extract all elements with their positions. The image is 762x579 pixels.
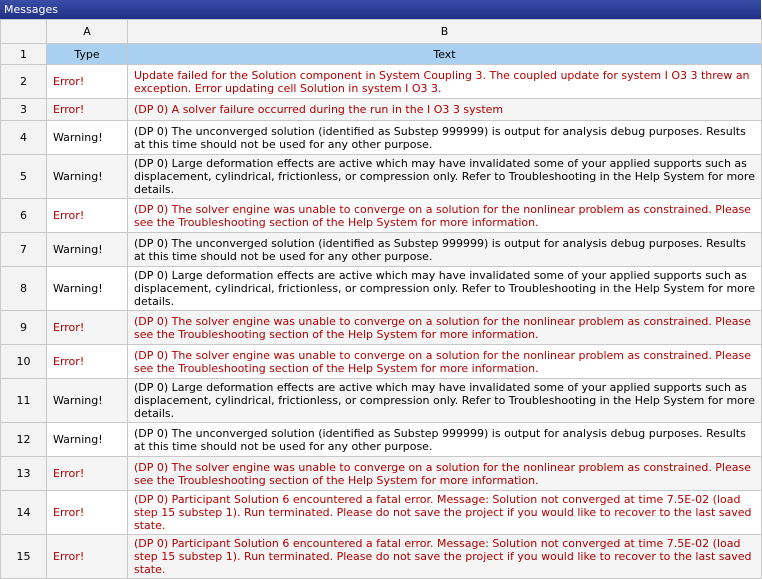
message-row[interactable] (1, 121, 762, 155)
message-text: (DP 0) The unconverged solution (identified as Substep 999999) is output for analysis debug purposes. Results at this time should not be used for any other purpose. (128, 423, 762, 457)
corner-cell[interactable] (1, 20, 47, 44)
message-type: Error! (47, 491, 128, 535)
message-row[interactable] (1, 423, 762, 457)
panel-title: Messages (0, 0, 761, 19)
message-row[interactable] (1, 65, 762, 99)
message-row[interactable] (1, 311, 762, 345)
message-text: (DP 0) Participant Solution 6 encountered a fatal error. Message: Solution not converged at time 7.5E-02 (load step 15 substep 1). Run terminated. Please do not save the project if you would like to recover to the last saved state. (128, 535, 762, 579)
message-text: (DP 0) The unconverged solution (identified as Substep 999999) is output for analysis debug purposes. Results at this time should not be used for any other purpose. (128, 121, 762, 155)
message-type: Error! (47, 535, 128, 579)
message-row[interactable] (1, 233, 762, 267)
message-type: Error! (47, 457, 128, 491)
message-text: (DP 0) The unconverged solution (identified as Substep 999999) is output for analysis debug purposes. Results at this time should not be used for any other purpose. (128, 233, 762, 267)
message-row[interactable] (1, 99, 762, 121)
row-number[interactable]: 12 (1, 423, 47, 457)
row-number[interactable]: 5 (1, 155, 47, 199)
message-text: (DP 0) The solver engine was unable to converge on a solution for the nonlinear problem as constrained. Please see the Troubleshooting section of the Help System for more information. (128, 199, 762, 233)
message-text: (DP 0) Participant Solution 6 encountered a fatal error. Message: Solution not converged at time 7.5E-02 (load step 15 substep 1). Run terminated. Please do not save the project if you would like to recover to the last saved state. (128, 491, 762, 535)
header-row (1, 44, 762, 65)
column-header-b[interactable]: B (128, 20, 762, 44)
message-row[interactable] (1, 267, 762, 311)
row-number[interactable]: 9 (1, 311, 47, 345)
message-text: (DP 0) A solver failure occurred during the run in the I O3 3 system (128, 99, 762, 121)
message-type: Error! (47, 65, 128, 99)
message-type: Warning! (47, 379, 128, 423)
message-type: Warning! (47, 423, 128, 457)
row-number[interactable]: 6 (1, 199, 47, 233)
row-number[interactable]: 3 (1, 99, 47, 121)
column-header-a[interactable]: A (47, 20, 128, 44)
text-column-header[interactable]: Text (128, 44, 762, 65)
message-text: (DP 0) Large deformation effects are active which may have invalidated some of your applied supports such as displacement, cylindrical, frictionless, or compression only. Refer to Troubleshooting in the Help System for more details. (128, 155, 762, 199)
message-text: (DP 0) Large deformation effects are active which may have invalidated some of your applied supports such as displacement, cylindrical, frictionless, or compression only. Refer to Troubleshooting in the Help System for more details. (128, 267, 762, 311)
message-type: Error! (47, 311, 128, 345)
row-number[interactable]: 11 (1, 379, 47, 423)
message-type: Error! (47, 99, 128, 121)
message-text: (DP 0) The solver engine was unable to converge on a solution for the nonlinear problem as constrained. Please see the Troubleshooting section of the Help System for more information. (128, 457, 762, 491)
messages-table (0, 19, 762, 579)
row-number[interactable]: 14 (1, 491, 47, 535)
row-number[interactable]: 7 (1, 233, 47, 267)
row-number[interactable]: 13 (1, 457, 47, 491)
message-row[interactable] (1, 457, 762, 491)
message-type: Warning! (47, 121, 128, 155)
message-type: Error! (47, 199, 128, 233)
message-type: Warning! (47, 233, 128, 267)
message-row[interactable] (1, 199, 762, 233)
message-row[interactable] (1, 345, 762, 379)
row-number[interactable]: 2 (1, 65, 47, 99)
message-row[interactable] (1, 155, 762, 199)
message-text: (DP 0) Large deformation effects are active which may have invalidated some of your applied supports such as displacement, cylindrical, frictionless, or compression only. Refer to Troubleshooting in the Help System for more details. (128, 379, 762, 423)
message-type: Warning! (47, 267, 128, 311)
message-type: Error! (47, 345, 128, 379)
row-number[interactable]: 8 (1, 267, 47, 311)
column-letter-row (1, 20, 762, 44)
message-text: (DP 0) The solver engine was unable to converge on a solution for the nonlinear problem as constrained. Please see the Troubleshooting section of the Help System for more information. (128, 345, 762, 379)
message-row[interactable] (1, 379, 762, 423)
type-column-header[interactable]: Type (47, 44, 128, 65)
row-number[interactable]: 1 (1, 44, 47, 65)
row-number[interactable]: 15 (1, 535, 47, 579)
message-row[interactable] (1, 491, 762, 535)
message-text: (DP 0) The solver engine was unable to converge on a solution for the nonlinear problem as constrained. Please see the Troubleshooting section of the Help System for more information. (128, 311, 762, 345)
message-type: Warning! (47, 155, 128, 199)
message-text: Update failed for the Solution component in System Coupling 3. The coupled update for system I O3 3 threw an exception. Error updating cell Solution in system I O3 3. (128, 65, 762, 99)
message-row[interactable] (1, 535, 762, 579)
row-number[interactable]: 4 (1, 121, 47, 155)
row-number[interactable]: 10 (1, 345, 47, 379)
